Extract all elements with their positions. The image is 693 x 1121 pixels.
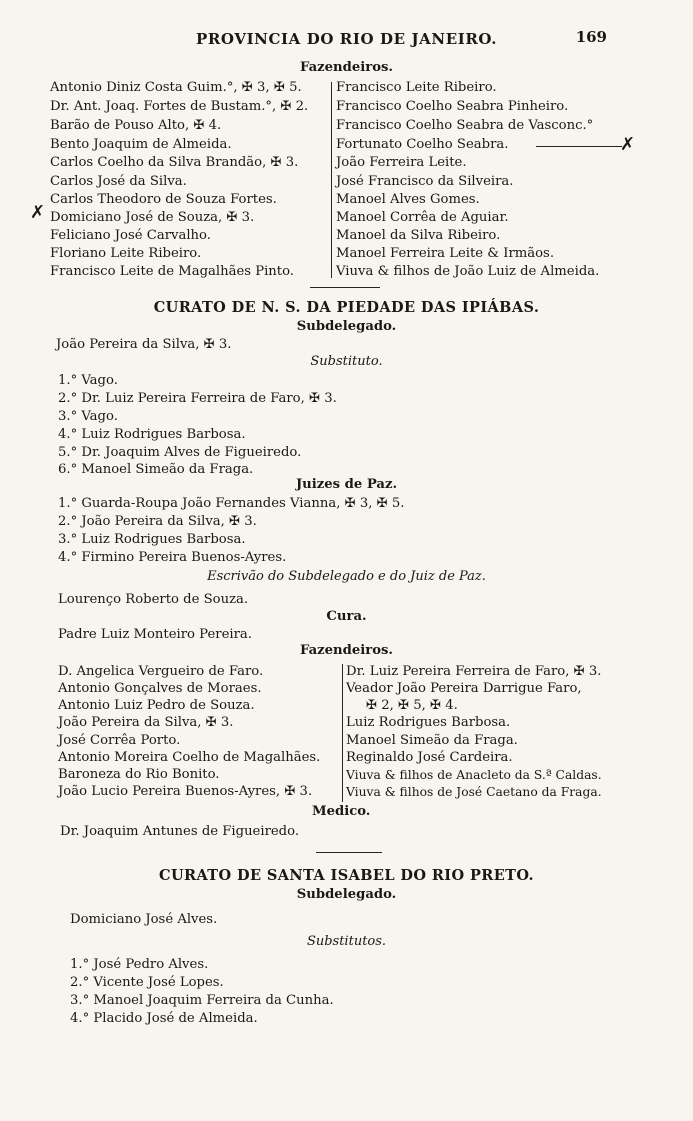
list-item: Dr. Ant. Joaq. Fortes de Bustam.°, ✠ 2. <box>50 99 309 114</box>
list-item: 3.° Luiz Rodrigues Barbosa. <box>58 532 246 547</box>
page-number: 169 <box>575 28 607 46</box>
list-item: Luiz Rodrigues Barbosa. <box>346 715 511 730</box>
list-item: ✠ 2, ✠ 5, ✠ 4. <box>366 698 458 713</box>
cura-heading: Cura. <box>326 609 367 624</box>
medico-heading: Medico. <box>312 804 371 819</box>
list-item: Feliciano José Carvalho. <box>50 228 211 243</box>
list-item: 2.° Dr. Luiz Pereira Ferreira de Faro, ✠ 3. <box>58 391 337 406</box>
list-item: Manoel Ferreira Leite & Irmãos. <box>336 246 555 261</box>
list-item: Antonio Luiz Pedro de Souza. <box>58 698 255 713</box>
list-item: Carlos Coelho da Silva Brandão, ✠ 3. <box>50 155 299 170</box>
list-item: 6.° Manoel Simeão da Fraga. <box>58 462 254 477</box>
list-item: 4.° Firmino Pereira Buenos-Ayres. <box>58 550 287 565</box>
list-item: Carlos Theodoro de Souza Fortes. <box>50 192 277 207</box>
list-item: 3.° Vago. <box>58 409 118 424</box>
subdelegado-heading: Subdelegado. <box>296 887 397 902</box>
list-item: José Corrêa Porto. <box>58 733 181 748</box>
subdelegado-heading: Subdelegado. <box>296 319 397 334</box>
section-divider <box>310 287 380 288</box>
list-item: João Lucio Pereira Buenos-Ayres, ✠ 3. <box>58 784 313 799</box>
handwritten-cross-mark-icon: ✗ <box>30 202 46 223</box>
escrivao-heading: Escrivão do Subdelegado e do Juiz de Paz. <box>207 569 486 584</box>
list-item: Bento Joaquim de Almeida. <box>50 137 232 152</box>
list-item: Floriano Leite Ribeiro. <box>50 246 202 261</box>
list-item: Francisco Leite Ribeiro. <box>336 80 497 95</box>
list-item: 4.° Luiz Rodrigues Barbosa. <box>58 427 246 442</box>
substitutos-heading: Substitutos. <box>306 934 387 949</box>
fazendeiros-heading-1: Fazendeiros. <box>299 60 394 75</box>
substituto-heading: Substituto. <box>310 354 383 369</box>
list-item: Fortunato Coelho Seabra. <box>336 137 509 152</box>
juizes-heading: Juizes de Paz. <box>295 477 398 492</box>
list-item: 4.° Placido José de Almeida. <box>70 1011 258 1026</box>
list-item: Manoel Corrêa de Aguiar. <box>336 210 509 225</box>
handwritten-line-mark <box>536 146 622 147</box>
list-item: 1.° José Pedro Alves. <box>70 957 209 972</box>
column-divider <box>331 82 332 278</box>
curato-piedade-title: CURATO DE N. S. DA PIEDADE DAS IPIÁBAS. <box>153 299 540 316</box>
list-item: Baroneza do Rio Bonito. <box>58 767 220 782</box>
list-item: Dr. Luiz Pereira Ferreira de Faro, ✠ 3. <box>346 664 602 679</box>
list-item: Antonio Diniz Costa Guim.°, ✠ 3, ✠ 5. <box>50 80 302 95</box>
list-item: 2.° João Pereira da Silva, ✠ 3. <box>58 514 257 529</box>
list-item: Viuva & filhos de João Luiz de Almeida. <box>336 264 600 279</box>
list-item: José Francisco da Silveira. <box>336 174 514 189</box>
section-divider <box>316 852 382 853</box>
page-title: PROVINCIA DO RIO DE JANEIRO. <box>195 30 498 48</box>
list-item: D. Angelica Vergueiro de Faro. <box>58 664 264 679</box>
list-item: Francisco Coelho Seabra de Vasconc.° <box>336 118 594 133</box>
column-divider <box>342 664 343 802</box>
list-item: Domiciano José de Souza, ✠ 3. <box>50 210 255 225</box>
curato-santa-isabel-title: CURATO DE SANTA ISABEL DO RIO PRETO. <box>159 867 534 884</box>
list-item: João Ferreira Leite. <box>336 155 467 170</box>
escrivao-name: Lourenço Roberto de Souza. <box>58 592 249 607</box>
handwritten-cross-mark-icon: ✗ <box>620 134 636 155</box>
list-item: João Pereira da Silva, ✠ 3. <box>58 715 234 730</box>
subdelegado-name: Domiciano José Alves. <box>70 912 218 927</box>
list-item: 3.° Manoel Joaquim Ferreira da Cunha. <box>70 993 334 1008</box>
list-item: Antonio Gonçalves de Moraes. <box>58 681 262 696</box>
list-item: 2.° Vicente José Lopes. <box>70 975 224 990</box>
cura-name: Padre Luiz Monteiro Pereira. <box>58 627 252 642</box>
list-item: Francisco Coelho Seabra Pinheiro. <box>336 99 569 114</box>
medico-name: Dr. Joaquim Antunes de Figueiredo. <box>60 824 300 839</box>
list-item: Manoel Alves Gomes. <box>336 192 480 207</box>
fazendeiros-heading-2: Fazendeiros. <box>299 643 394 658</box>
list-item: Reginaldo José Cardeira. <box>346 750 513 765</box>
list-item: Veador João Pereira Darrigue Faro, <box>346 681 582 696</box>
list-item: Viuva & filhos de Anacleto da S.ª Caldas. <box>346 768 602 782</box>
list-item: Viuva & filhos de José Caetano da Fraga. <box>346 785 602 799</box>
list-item: Manoel Simeão da Fraga. <box>346 733 518 748</box>
list-item: 1.° Guarda-Roupa João Fernandes Vianna, ✠ 3, ✠ 5. <box>58 496 405 511</box>
list-item: Carlos José da Silva. <box>50 174 187 189</box>
list-item: 5.° Dr. Joaquim Alves de Figueiredo. <box>58 445 302 460</box>
list-item: Manoel da Silva Ribeiro. <box>336 228 501 243</box>
list-item: Barão de Pouso Alto, ✠ 4. <box>50 118 222 133</box>
subdelegado-name: João Pereira da Silva, ✠ 3. <box>56 337 232 352</box>
list-item: Antonio Moreira Coelho de Magalhães. <box>58 750 321 765</box>
list-item: 1.° Vago. <box>58 373 118 388</box>
list-item: Francisco Leite de Magalhães Pinto. <box>50 264 295 279</box>
